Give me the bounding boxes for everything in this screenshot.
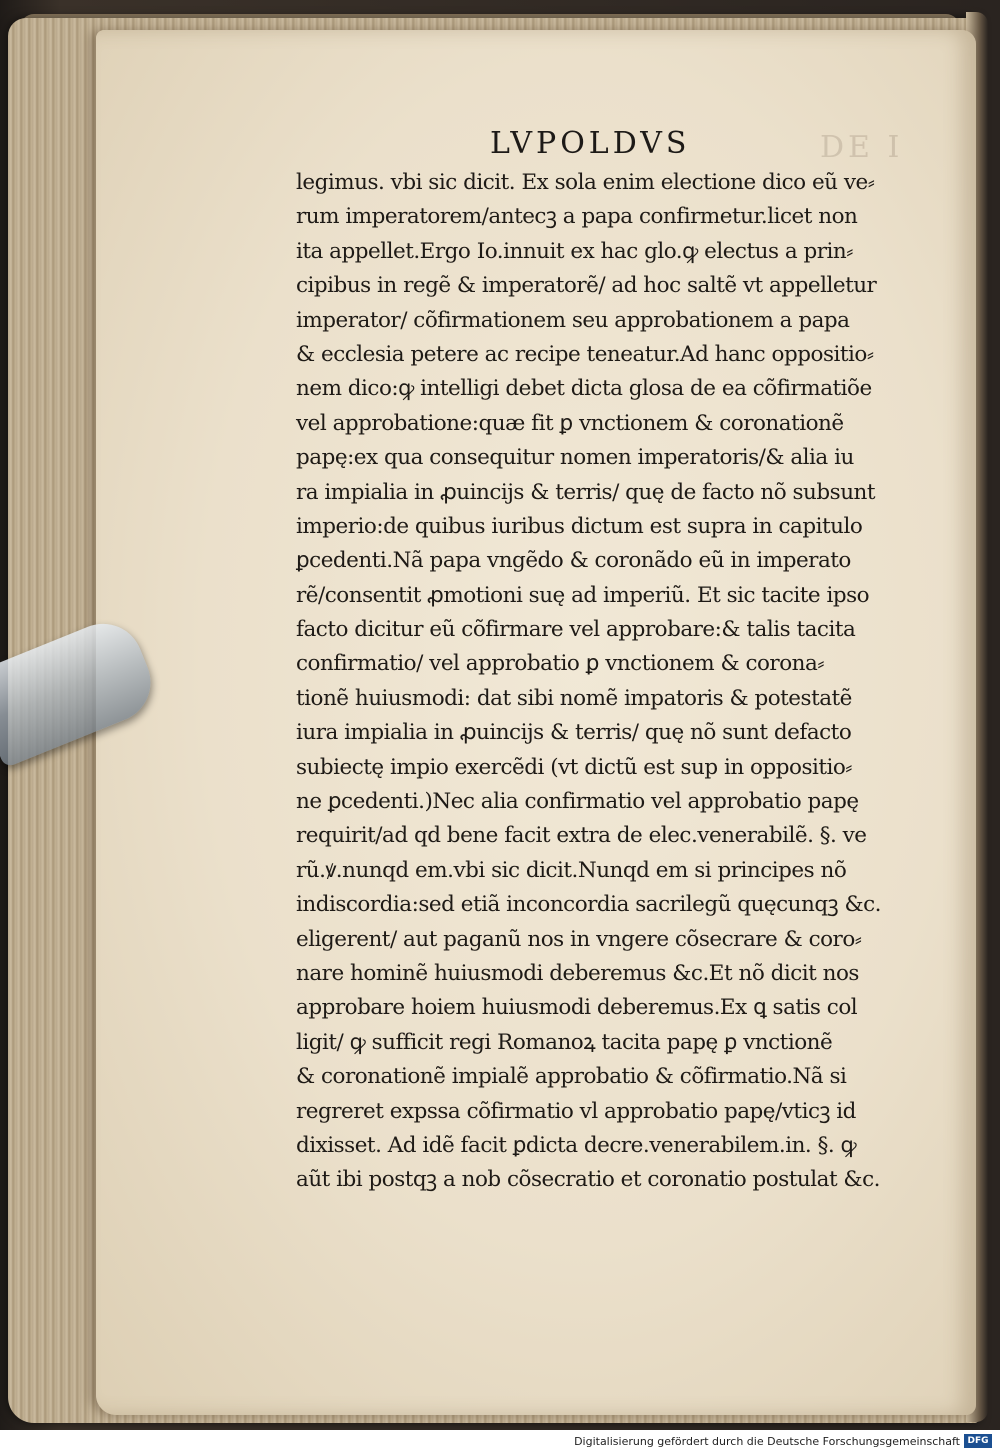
running-head: LVPOLDVS [490,126,691,161]
dfg-logo: DFG [964,1434,992,1448]
text-line: regreret expssa cõfirmatio vl approbatio papę/vticꝫ id [296,1098,856,1124]
text-line: aũt ibi postqꝫ a nob cõsecratio et coronatio postulat &c. [296,1167,880,1193]
text-line: subiectę impio exercẽdi (vt dictũ est sup in oppositio⸗ [296,754,852,780]
text-line: iura impialia in ꝓuincijs & terris/ quę nõ sunt defacto [296,720,852,746]
text-line: vel approbatione:quæ fit ꝑ vnctionem & coronationẽ [296,410,844,436]
text-line: indiscordia:sed etiã inconcordia sacrilegũ quęcunqꝫ &c. [296,892,881,918]
digitization-credit: Digitalisierung gefördert durch die Deutsche Forschungsgemeinschaft [574,1435,960,1448]
text-line: nare hominẽ huiusmodi deberemus &c.Et nõ dicit nos [296,960,859,986]
text-line: ligit/ ꝙ sufficit regi Romanoꝝ tacita papę ꝑ vnctionẽ [296,1029,833,1055]
bleed-through-heading: DE I [820,130,904,165]
text-line: rum imperatorem/antecꝫ a papa confirmetur.licet non [296,204,858,230]
text-line: nem dico:ꝙ intelligi debet dicta glosa de ea cõfirmatiõe [296,376,872,402]
text-line: confirmatio/ vel approbatio ꝑ vnctionem & corona⸗ [296,651,824,677]
text-line: ꝑcedenti.Nã papa vngẽdo & coronãdo eũ in imperato [296,548,851,574]
text-line: requirit/ad qd bene facit extra de elec.venerabilẽ. §. ve [296,823,867,849]
text-line: & ecclesia petere ac recipe teneatur.Ad hanc oppositio⸗ [296,341,874,367]
text-line: facto dicitur eũ cõfirmare vel approbare:& talis tacita [296,617,856,643]
text-line: tionẽ huiusmodi: dat sibi nomẽ impatoris & potestatẽ [296,685,852,711]
text-line: rẽ/consentit ꝓmotioni suę ad imperiũ. Et sic tacite ipso [296,582,870,608]
text-line: ita appellet.Ergo Io.innuit ex hac glo.ꝙ electus a prin⸗ [296,238,853,264]
text-line: imperio:de quibus iuribus dictum est supra in capitulo [296,513,863,539]
text-block [296,166,916,1198]
text-line: dixisset. Ad idẽ facit ꝑdicta decre.venerabilem.in. §. ꝙ [296,1132,857,1158]
text-line: eligerent/ aut paganũ nos in vngere cõsecrare & coro⸗ [296,926,862,952]
text-line: legimus. vbi sic dicit. Ex sola enim electione dico eũ ve⸗ [296,170,875,195]
text-line: cipibus in regẽ & imperatorẽ/ ad hoc saltẽ vt appelletur [296,273,877,299]
text-line: imperator/ cõfirmationem seu approbationem a papa [296,307,850,333]
text-line: ne ꝑcedenti.)Nec alia confirmatio vel approbatio papę [296,789,859,815]
text-line: & coronationẽ impialẽ approbatio & cõfirmatio.Nã si [296,1064,847,1090]
text-line: rũ.ꝟ.nunqd em.vbi sic dicit.Nunqd em si principes nõ [296,857,847,883]
text-line: approbare hoiem huiusmodi deberemus.Ex ꝗ satis col [296,995,858,1021]
text-line: ra impialia in ꝓuincijs & terris/ quę de facto nõ subsunt [296,479,876,505]
text-line: papę:ex qua consequitur nomen imperatoris/& alia iu [296,445,854,471]
